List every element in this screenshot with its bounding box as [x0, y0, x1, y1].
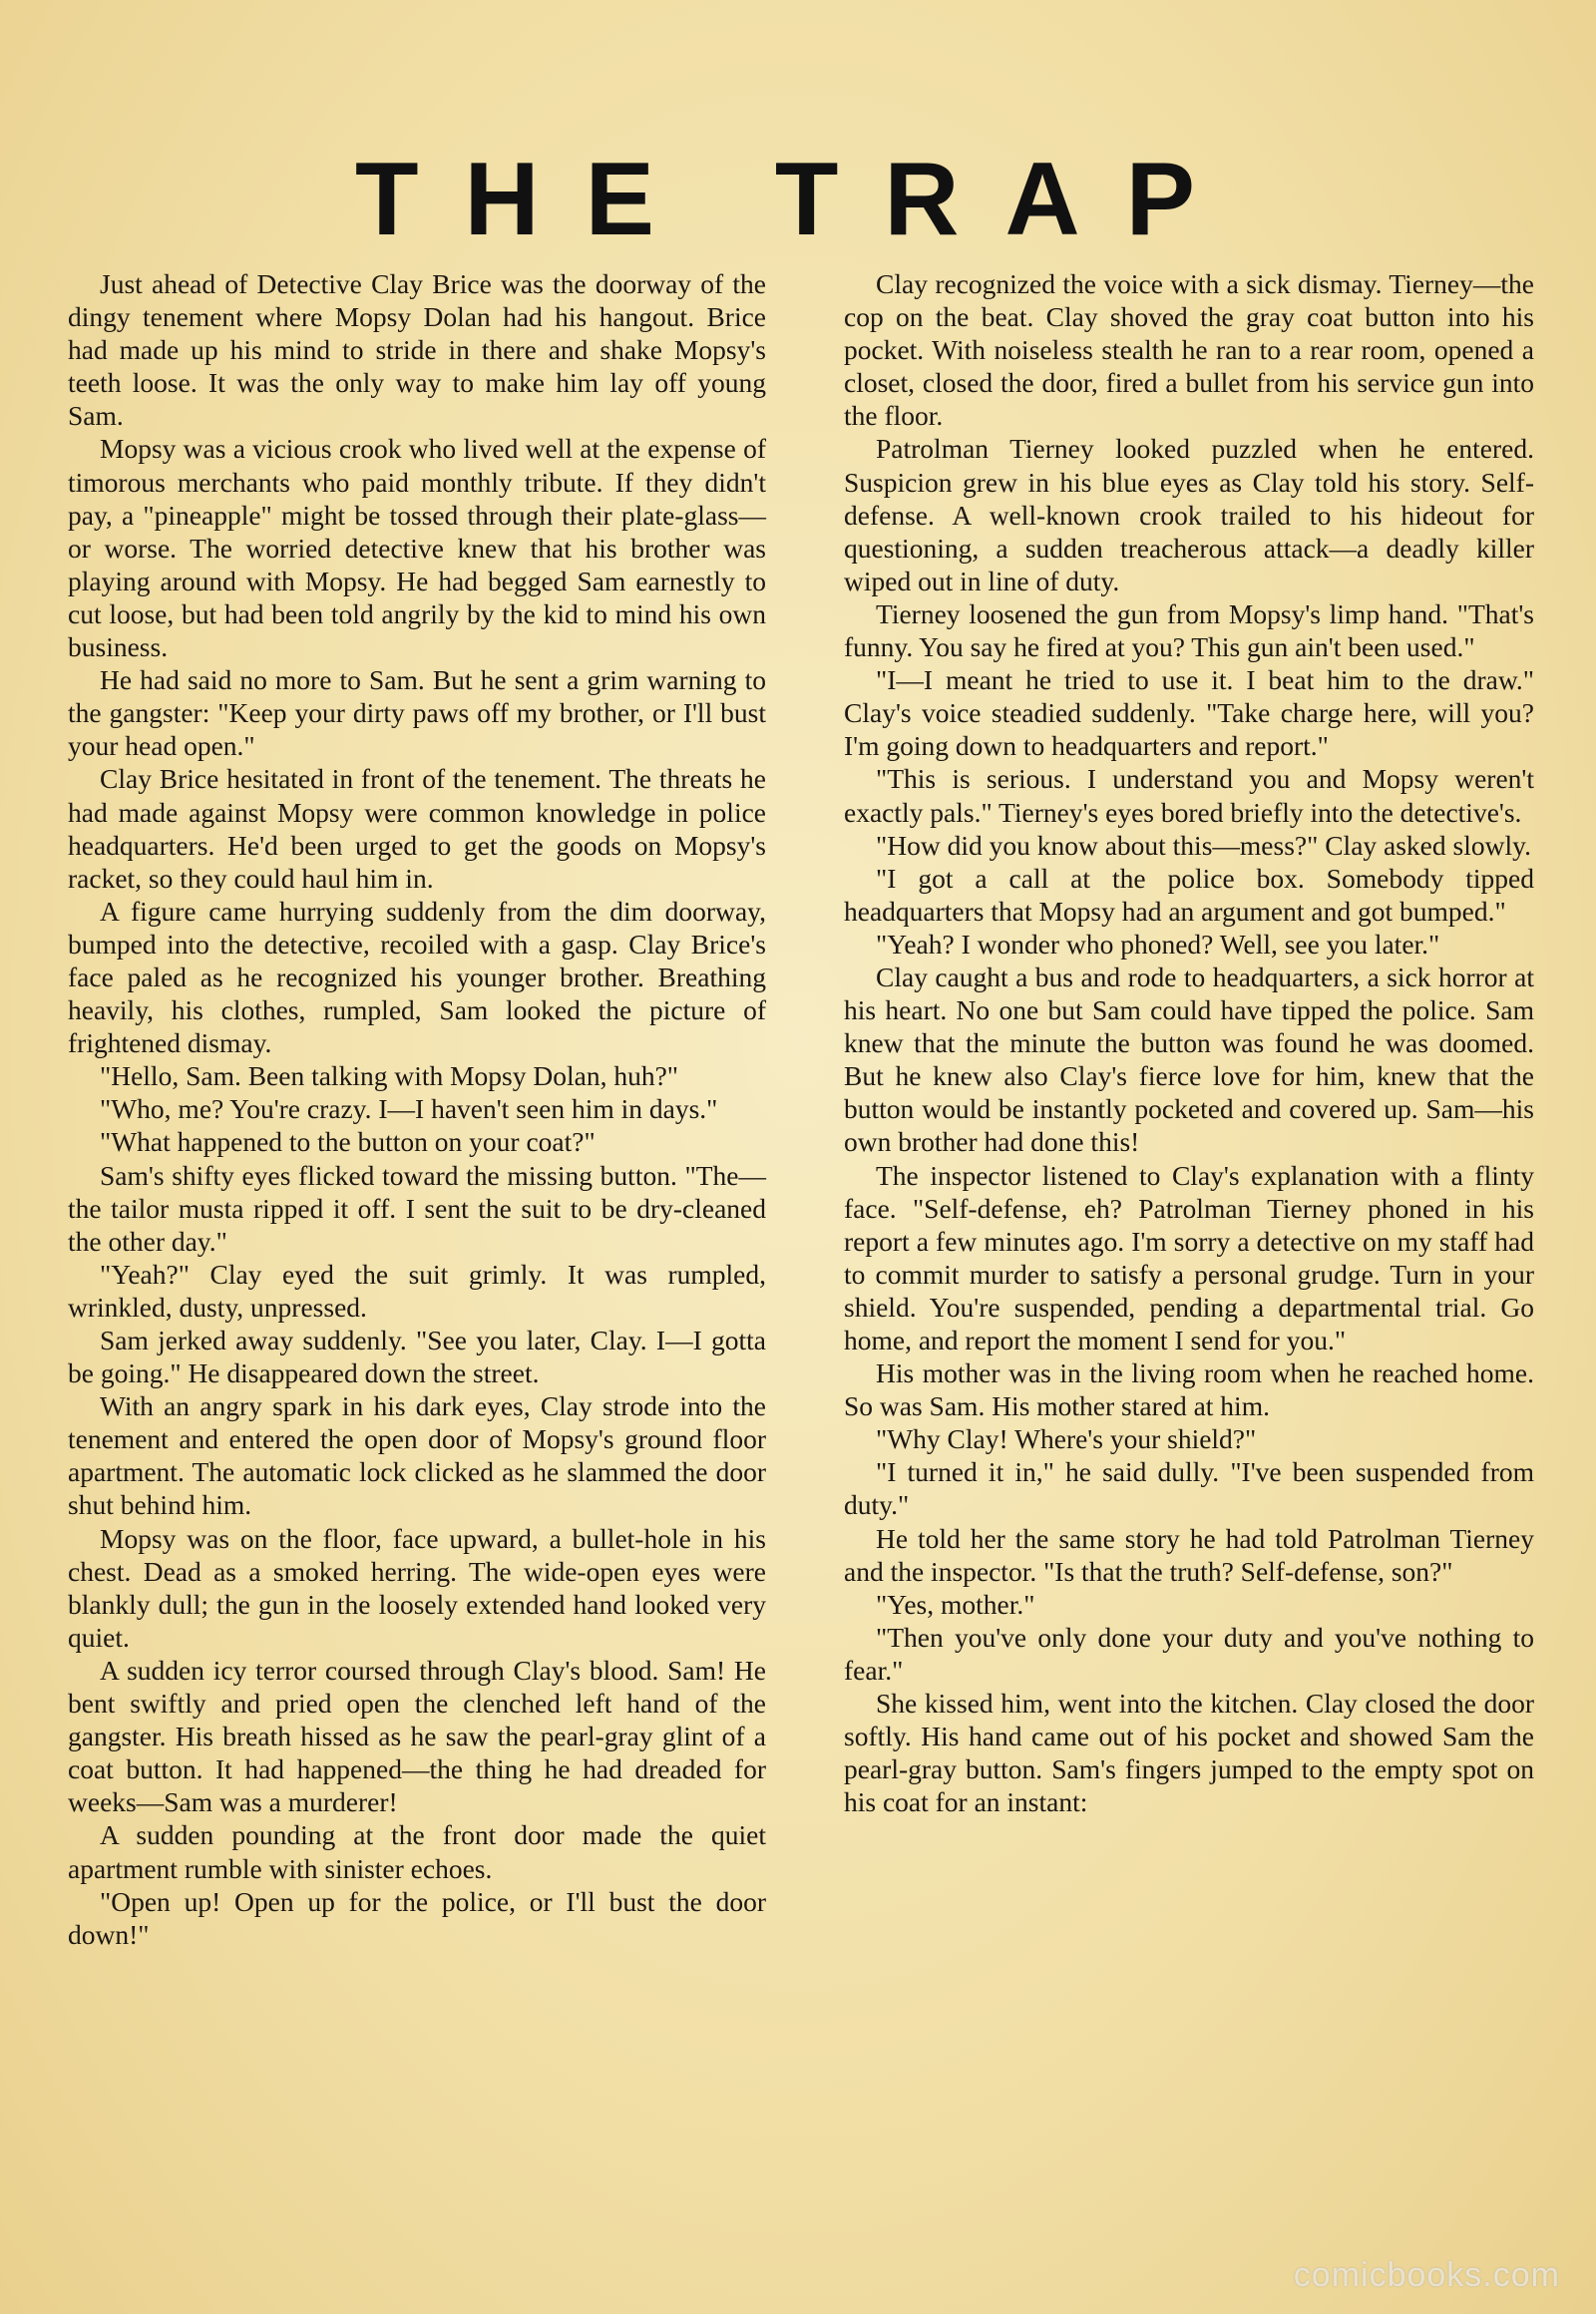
- paragraph: Clay caught a bus and rode to headquarters, a sick horror at his heart. No one but Sam could have tipped the police. Sam knew that the minute the button was found he was doomed. But he knew also Clay's fierce love for him, knew that the button would be instantly pocketed and covered up. Sam—his own brother had done this!: [844, 961, 1534, 1158]
- paragraph: He told her the same story he had told Patrolman Tierney and the inspector. "Is that the truth? Self-defense, son?": [844, 1522, 1534, 1587]
- paragraph: A figure came hurrying suddenly from the dim doorway, bumped into the detective, recoiled with a gasp. Clay Brice's face paled as he recognized his younger brother. Breathing heavily, his clothes, rumpled, Sam looked the picture of frightened dismay.: [68, 895, 766, 1059]
- paragraph: He had said no more to Sam. But he sent a grim warning to the gangster: "Keep your dirty paws off my brother, or I'll bust your head open.": [68, 664, 766, 762]
- paragraph: Just ahead of Detective Clay Brice was the doorway of the dingy tenement where Mopsy Dolan had his hangout. Brice had made up his mind to stride in there and shake Mopsy's teeth loose. It was the only way to make him lay off young Sam.: [68, 268, 766, 432]
- paragraph: "Open up! Open up for the police, or I'll bust the door down!": [68, 1885, 766, 1950]
- paragraph: Tierney loosened the gun from Mopsy's limp hand. "That's funny. You say he fired at you? This gun ain't been used.": [844, 597, 1534, 663]
- paragraph: Mopsy was a vicious crook who lived well at the expense of timorous merchants who paid monthly tribute. If they didn't pay, a "pineapple" might be tossed through their plate-glass—or worse. The worried detective knew that his brother was playing around with Mopsy. He had begged Sam earnestly to cut loose, but had been told angrily by the kid to mind his own business.: [68, 433, 766, 663]
- paragraph: "Yeah?" Clay eyed the suit grimly. It was rumpled, wrinkled, dusty, unpressed.: [68, 1258, 766, 1323]
- paragraph: "What happened to the button on your coat?": [100, 1126, 596, 1158]
- paragraph: "This is serious. I understand you and Mopsy weren't exactly pals." Tierney's eyes bored briefly into the detective's.: [844, 763, 1534, 828]
- site-watermark: comicbooks.com: [1293, 2256, 1560, 2294]
- paragraph: "Why Clay! Where's your shield?": [876, 1423, 1257, 1455]
- paragraph: "I got a call at the police box. Somebody tipped headquarters that Mopsy had an argument and got bumped.": [844, 862, 1534, 927]
- paragraph: With an angry spark in his dark eyes, Clay strode into the tenement and entered the open door of Mopsy's ground floor apartment. The automatic lock clicked as he slammed the door shut behind him.: [68, 1390, 766, 1521]
- paragraph: Mopsy was on the floor, face upward, a bullet-hole in his chest. Dead as a smoked herring. The wide-open eyes were blankly dull; the gun in the loosely extended hand looked very quiet.: [68, 1522, 766, 1653]
- paragraph: A sudden pounding at the front door made the quiet apartment rumble with sinister echoes.: [68, 1819, 766, 1884]
- paragraph: Patrolman Tierney looked puzzled when he entered. Suspicion grew in his blue eyes as Clay told his story. Self-defense. A well-known crook trailed to his hideout for questioning, a sudden treacherous attack—a deadly killer wiped out in line of duty.: [844, 433, 1534, 596]
- right-column: [844, 267, 1534, 1818]
- paragraph: "Hello, Sam. Been talking with Mopsy Dolan, huh?": [100, 1060, 679, 1092]
- paragraph: "I turned it in," he said dully. "I've been suspended from duty.": [844, 1456, 1534, 1521]
- paragraph: Clay recognized the voice with a sick dismay. Tierney—the cop on the beat. Clay shoved the gray coat button into his pocket. With noiseless stealth he ran to a rear room, opened a closet, closed the door, fired a bullet from his service gun into the floor.: [844, 268, 1534, 432]
- paragraph: "I—I meant he tried to use it. I beat him to the draw." Clay's voice steadied suddenly. "Take charge here, will you? I'm going down to headquarters and report.": [844, 664, 1534, 762]
- story-title: THE TRAP: [355, 142, 1241, 257]
- paragraph: Sam jerked away suddenly. "See you later, Clay. I—I gotta be going." He disappeared down the street.: [68, 1325, 766, 1389]
- paragraph: "How did you know about this—mess?" Clay asked slowly.: [876, 829, 1531, 861]
- paragraph: She kissed him, went into the kitchen. Clay closed the door softly. His hand came out of his pocket and showed Sam the pearl-gray button. Sam's fingers jumped to the empty spot on his coat for an instant:: [844, 1688, 1534, 1818]
- paragraph: "Then you've only done your duty and you've nothing to fear.": [844, 1621, 1534, 1686]
- paragraph: "Who, me? You're crazy. I—I haven't seen him in days.": [100, 1093, 718, 1125]
- paragraph: The inspector listened to Clay's explanation with a flinty face. "Self-defense, eh? Patrolman Tierney phoned in his report a few minutes ago. I'm sorry a detective on my staff had to commit murder to satisfy a personal grudge. Turn in your shield. You're suspended, pending a departmental trial. Go home, and report the moment I send for you.": [844, 1159, 1534, 1355]
- paragraph: "Yes, mother.": [876, 1588, 1035, 1620]
- paragraph: Clay Brice hesitated in front of the tenement. The threats he had made against Mopsy were common knowledge in police headquarters. He'd been urged to get the goods on Mopsy's racket, so they could haul him in.: [68, 763, 766, 894]
- paragraph: His mother was in the living room when he reached home. So was Sam. His mother stared at him.: [844, 1357, 1534, 1422]
- paragraph: Sam's shifty eyes flicked toward the missing button. "The—the tailor musta ripped it off. I sent the suit to be dry-cleaned the other day.": [68, 1159, 766, 1257]
- paragraph: "Yeah? I wonder who phoned? Well, see you later.": [876, 928, 1440, 960]
- paragraph: A sudden icy terror coursed through Clay's blood. Sam! He bent swiftly and pried open the clenched left hand of the gangster. His breath hissed as he saw the pearl-gray glint of a coat button. It had happened—the thing he had dreaded for weeks—Sam was a murderer!: [68, 1654, 766, 1818]
- left-column: [68, 267, 766, 1951]
